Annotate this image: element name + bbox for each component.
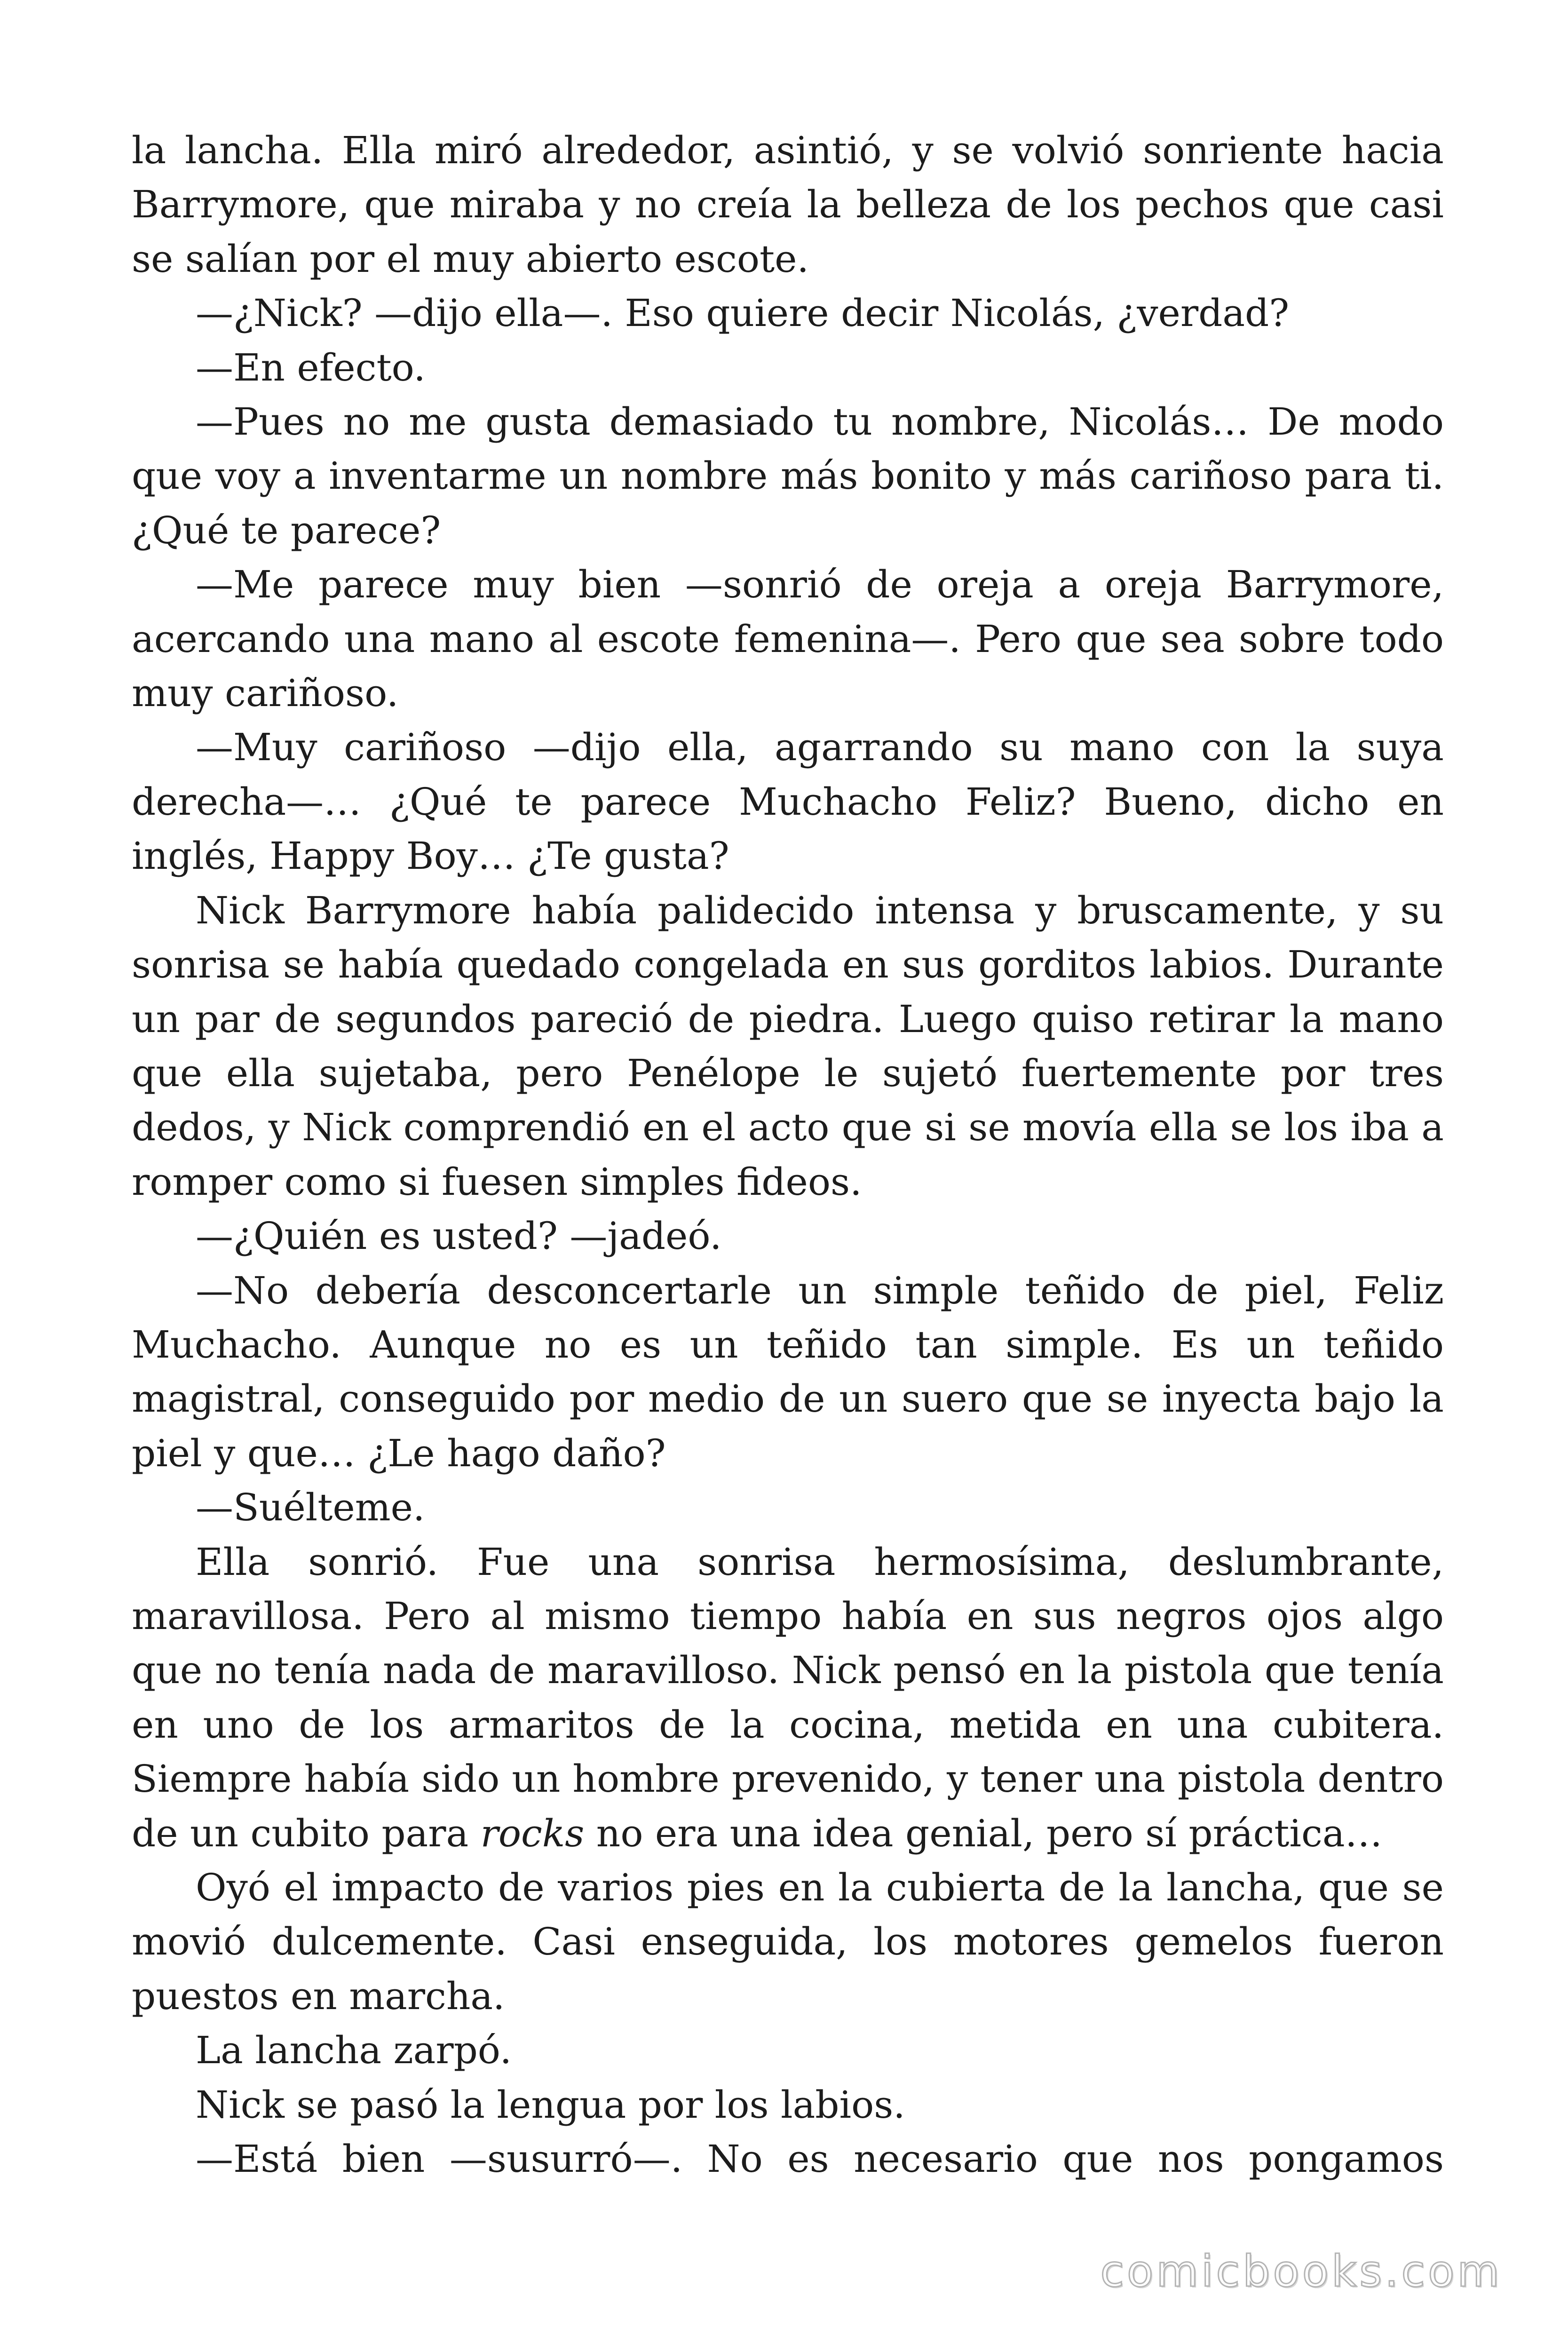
paragraph-10: —Suélteme. bbox=[196, 1486, 425, 1530]
paragraph-12: Oyó el impacto de varios pies en la cubierta de la lancha, que se movió dulcemente. Casi enseguida, los motores gemelos fueron puestos en marcha. bbox=[132, 1866, 1444, 2018]
paragraph-7: Nick Barrymore había palidecido intensa y bruscamente, y su sonrisa se había quedado congelada en sus gorditos labios. Durante un par de segundos pareció de piedra. Luego quiso retirar la mano que ella sujetaba, pero Penélope le sujetó fuertemente por tres dedos, y Nick comprendió en el acto que si se movía ella se los iba a romper como si fuesen simples fideos. bbox=[132, 888, 1444, 1204]
watermark: comicbooks.com bbox=[1100, 2246, 1502, 2296]
paragraph-3: —En efecto. bbox=[196, 345, 426, 389]
paragraph-4: —Pues no me gusta demasiado tu nombre, Nicolás… De modo que voy a inventarme un nombre más bonito y más cariñoso para ti. ¿Qué te parece? bbox=[132, 400, 1444, 552]
paragraph-11-text-before: Ella sonrió. Fue una sonrisa hermosísima, deslumbrante, maravillosa. Pero al mismo tiempo había en sus negros ojos algo que no tenía nada de maravilloso. Nick pensó en la pistola que tenía en uno de los armaritos de la cocina, metida en una cubitera. Siempre había sido un hombre prevenido, y tener una pistola dentro de un cubito para bbox=[132, 1540, 1444, 1855]
paragraph-15: —Está bien —susurró—. No es necesario que nos pongamos bbox=[196, 2137, 1444, 2181]
paragraph-6: —Muy cariñoso —dijo ella, agarrando su mano con la suya derecha—… ¿Qué te parece Muchacho Feliz? Bueno, dicho en inglés, Happy Boy… ¿Te gusta? bbox=[132, 725, 1444, 878]
paragraph-13: La lancha zarpó. bbox=[196, 2028, 512, 2073]
paragraph-1: la lancha. Ella miró alrededor, asintió, y se volvió sonriente hacia Barrymore, que miraba y no creía la belleza de los pechos que casi se salían por el muy abierto escote. bbox=[132, 128, 1444, 281]
paragraph-11 bbox=[132, 1535, 1444, 1860]
paragraph-14: Nick se pasó la lengua por los labios. bbox=[196, 2082, 905, 2127]
paragraph-11-italic-word: rocks bbox=[480, 1811, 585, 1855]
book-page-text bbox=[132, 123, 1444, 2186]
paragraph-2: —¿Nick? —dijo ella—. Eso quiere decir Nicolás, ¿verdad? bbox=[196, 291, 1290, 335]
paragraph-5: —Me parece muy bien —sonrió de oreja a oreja Barrymore, acercando una mano al escote femenina—. Pero que sea sobre todo muy cariñoso. bbox=[132, 563, 1444, 715]
paragraph-11-text-after: no era una idea genial, pero sí práctica… bbox=[584, 1811, 1383, 1855]
paragraph-9: —No debería desconcertarle un simple teñido de piel, Feliz Muchacho. Aunque no es un teñido tan simple. Es un teñido magistral, conseguido por medio de un suero que se inyecta bajo la piel y que… ¿Le hago daño? bbox=[132, 1268, 1444, 1475]
paragraph-8: —¿Quién es usted? —jadeó. bbox=[196, 1214, 722, 1258]
